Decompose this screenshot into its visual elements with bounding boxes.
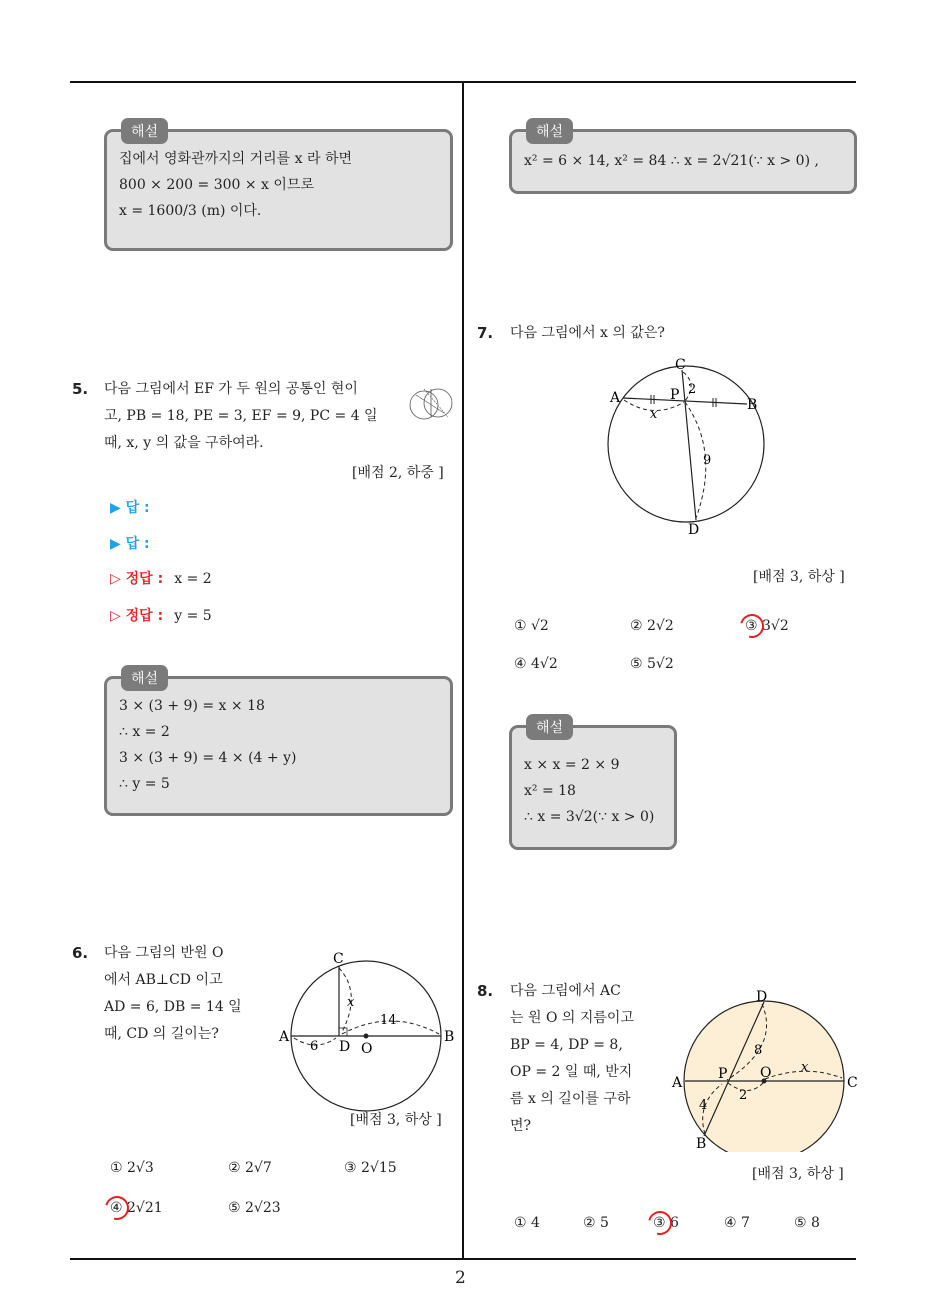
- answer-blank-2: ▶ 답 :: [110, 536, 150, 552]
- label-14: 14: [380, 1013, 397, 1028]
- choice-1[interactable]: ① √2: [514, 618, 549, 634]
- explanation-box-4: [509, 720, 677, 850]
- choice-5[interactable]: ⑤ 2√23: [228, 1200, 281, 1216]
- choice-3[interactable]: ③ 6: [653, 1215, 679, 1231]
- label-B: B: [747, 397, 758, 413]
- explanation-box-1: [104, 124, 453, 251]
- choice-2[interactable]: ② 2√2: [630, 618, 674, 634]
- question-line: AD = 6, DB = 14 일: [104, 999, 242, 1015]
- label-x: x: [650, 407, 658, 422]
- bottom-rule: [70, 1258, 856, 1260]
- correct-value: y = 5: [174, 608, 212, 624]
- explanation-tag: 해설: [526, 714, 573, 740]
- question-5-text: [104, 376, 404, 457]
- explanation-box-3: [509, 124, 857, 194]
- label-9: 9: [703, 453, 712, 468]
- explanation-line: x² = 18: [524, 783, 576, 799]
- label-A: A: [279, 1029, 290, 1045]
- label-B: B: [696, 1136, 707, 1152]
- question-line: 는 원 O 의 지름이고: [510, 1010, 634, 1026]
- explanation-box-2: [104, 671, 453, 816]
- explanation-tag: 해설: [121, 665, 168, 691]
- answer-mark-circle: [644, 1207, 677, 1240]
- label-4: 4: [699, 1098, 708, 1113]
- label-A: A: [610, 390, 621, 406]
- question-8-text: [510, 978, 660, 1140]
- choice-4[interactable]: ④ 2√21: [110, 1200, 163, 1216]
- explanation-line: ∴ x = 3√2(∵ x > 0): [524, 809, 655, 825]
- explanation-line: 3 × (3 + 9) = x × 18: [119, 698, 265, 714]
- question-line: 다음 그림에서 AC: [510, 983, 621, 999]
- explanation-tag: 해설: [121, 118, 168, 144]
- label-C: C: [675, 357, 686, 373]
- question-5-score: [배점 2, 하중 ]: [352, 465, 444, 481]
- label-D: D: [756, 989, 768, 1005]
- label-C: C: [333, 951, 344, 967]
- choice-1[interactable]: ① 4: [514, 1215, 540, 1231]
- correct-answer-y: [110, 605, 212, 625]
- question-7-score: [배점 3, 하상 ]: [753, 569, 845, 585]
- question-8-number: 8.: [477, 982, 494, 1000]
- label-O: O: [760, 1065, 772, 1081]
- label-x: x: [347, 995, 355, 1010]
- question-line: 다음 그림의 반원 O: [104, 945, 224, 961]
- correct-label: ▷ 정답 :: [110, 608, 164, 624]
- label-O: O: [361, 1041, 373, 1057]
- label-2: 2: [739, 1088, 748, 1103]
- explanation-line: 800 × 200 = 300 × x 이므로: [119, 177, 314, 193]
- answer-mark-circle: [736, 610, 769, 643]
- question-line: BP = 4, DP = 8,: [510, 1037, 623, 1053]
- column-divider: [462, 83, 464, 1260]
- explanation-line: x² = 6 × 14, x² = 84 ∴ x = 2√21(∵ x > 0) ,: [524, 153, 819, 169]
- choice-3[interactable]: ③ 2√15: [344, 1160, 397, 1176]
- explanation-line: 3 × (3 + 9) = 4 × (4 + y): [119, 750, 297, 766]
- page-number: 2: [455, 1268, 466, 1288]
- label-B: B: [444, 1029, 455, 1045]
- explanation-line: ∴ x = 2: [119, 724, 170, 740]
- label-8: 8: [754, 1043, 763, 1058]
- correct-value: x = 2: [174, 571, 212, 587]
- label-P: P: [670, 387, 680, 403]
- question-5-number: 5.: [72, 380, 89, 398]
- answer-mark-circle: [101, 1192, 134, 1225]
- choice-1[interactable]: ① 2√3: [110, 1160, 154, 1176]
- question-7-text: 다음 그림에서 x 의 값은?: [510, 325, 665, 341]
- question-8-figure: [670, 986, 862, 1152]
- question-line: 름 x 의 길이를 구하: [510, 1091, 631, 1107]
- label-C: C: [847, 1075, 858, 1091]
- question-5-figure: [404, 383, 456, 423]
- question-line: 고, PB = 18, PE = 3, EF = 9, PC = 4 일: [104, 408, 378, 424]
- question-7-number: 7.: [477, 324, 494, 342]
- label-x: x: [801, 1060, 809, 1075]
- choice-4[interactable]: ④ 4√2: [514, 656, 558, 672]
- label-D: D: [339, 1039, 351, 1055]
- question-7-figure: [600, 352, 772, 542]
- answer-blank-1: ▶ 답 :: [110, 500, 150, 516]
- correct-label: ▷ 정답 :: [110, 571, 164, 587]
- explanation-line: x × x = 2 × 9: [524, 757, 620, 773]
- label-6: 6: [310, 1039, 319, 1054]
- choice-2[interactable]: ② 2√7: [228, 1160, 272, 1176]
- question-6-figure: [276, 948, 460, 1120]
- label-D: D: [688, 522, 700, 538]
- question-6-score: [배점 3, 하상 ]: [350, 1112, 442, 1128]
- choice-3[interactable]: ③ 3√2: [745, 618, 789, 634]
- question-line: OP = 2 일 때, 반지: [510, 1064, 633, 1080]
- choice-5[interactable]: ⑤ 5√2: [630, 656, 674, 672]
- question-6-number: 6.: [72, 944, 89, 962]
- question-line: 때, x, y 의 값을 구하여라.: [104, 435, 264, 451]
- label-A: A: [672, 1075, 683, 1091]
- question-line: 에서 AB⊥CD 이고: [104, 972, 223, 988]
- choice-2[interactable]: ② 5: [583, 1215, 609, 1231]
- question-8-score: [배점 3, 하상 ]: [752, 1166, 844, 1182]
- label-2: 2: [688, 382, 697, 397]
- explanation-line: 집에서 영화관까지의 거리를 x 라 하면: [119, 151, 353, 167]
- explanation-line: ∴ y = 5: [119, 776, 170, 792]
- choice-4[interactable]: ④ 7: [724, 1215, 750, 1231]
- question-line: 다음 그림에서 EF 가 두 원의 공통인 현이: [104, 381, 358, 397]
- label-P: P: [718, 1066, 728, 1082]
- question-line: 면?: [510, 1118, 532, 1134]
- choice-5[interactable]: ⑤ 8: [794, 1215, 820, 1231]
- question-line: 때, CD 의 길이는?: [104, 1026, 219, 1042]
- question-6-text: [104, 940, 274, 1048]
- correct-answer-x: [110, 568, 212, 588]
- explanation-line: x = 1600/3 (m) 이다.: [119, 203, 262, 219]
- explanation-tag: 해설: [526, 118, 573, 144]
